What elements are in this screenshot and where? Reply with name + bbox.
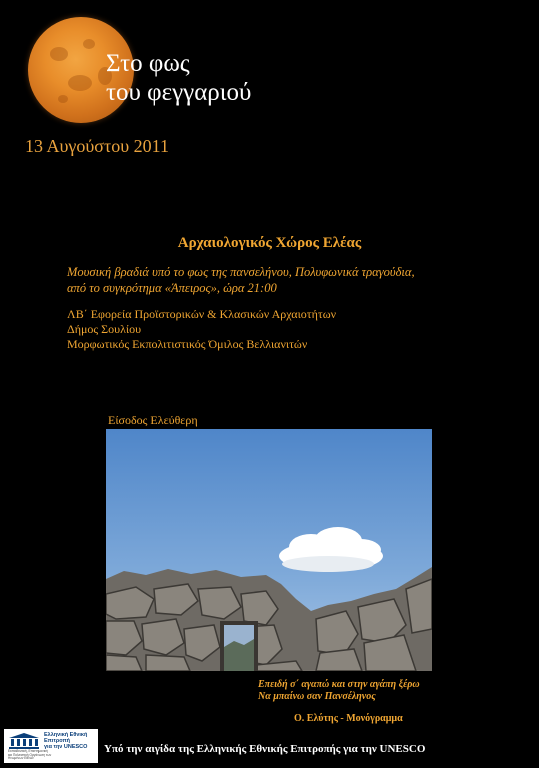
- unesco-temple-icon: [8, 733, 40, 749]
- poem-attribution: Ο. Ελύτης - Μονόγραμμα: [294, 713, 403, 724]
- unesco-logo-subtext: Εκπαιδευτική, Επιστημονική και Πολιτιστική Οργάνωση των Ηνωμένων Εθνών: [8, 749, 52, 761]
- event-date: 13 Αυγούστου 2011: [25, 136, 169, 156]
- ancient-wall-photo: [106, 429, 432, 671]
- free-admission-label: Είσοδος Ελεύθερη: [108, 413, 198, 427]
- organizer-municipality: Δήμος Σουλίου: [67, 322, 142, 336]
- event-description-line1: Μουσική βραδιά υπό το φως της πανσελήνου, Πολυφωνικά τραγούδια,: [67, 265, 415, 279]
- poem-line2: Να μπαίνω σαν Πανσέληνος: [258, 691, 376, 702]
- poster-title-line1: Στο φως: [106, 50, 190, 77]
- venue-heading: Αρχαιολογικός Χώρος Ελέας: [177, 235, 362, 251]
- unesco-logo: [4, 729, 98, 763]
- poster-title-line2: του φεγγαριού: [106, 79, 252, 106]
- event-description-line2: από το συγκρότημα «Άπειρος», ώρα 21:00: [67, 281, 277, 295]
- patronage-footer: Υπό την αιγίδα της Ελληνικής Εθνικής Επιτροπής για την UNESCO: [104, 743, 426, 755]
- organizer-cultural-club: Μορφωτικός Εκπολιτιστικός Όμιλος Βελλιανιτών: [67, 337, 308, 351]
- unesco-logo-text: Ελληνική Εθνική Επιτροπή για την UNESCO: [44, 732, 88, 750]
- organizer-ephorate: ΛΒ΄ Εφορεία Προϊστορικών & Κλασικών Αρχαιοτήτων: [67, 307, 337, 321]
- poem-line1: Επειδή σ΄ αγαπώ και στην αγάπη ξέρω: [258, 679, 420, 690]
